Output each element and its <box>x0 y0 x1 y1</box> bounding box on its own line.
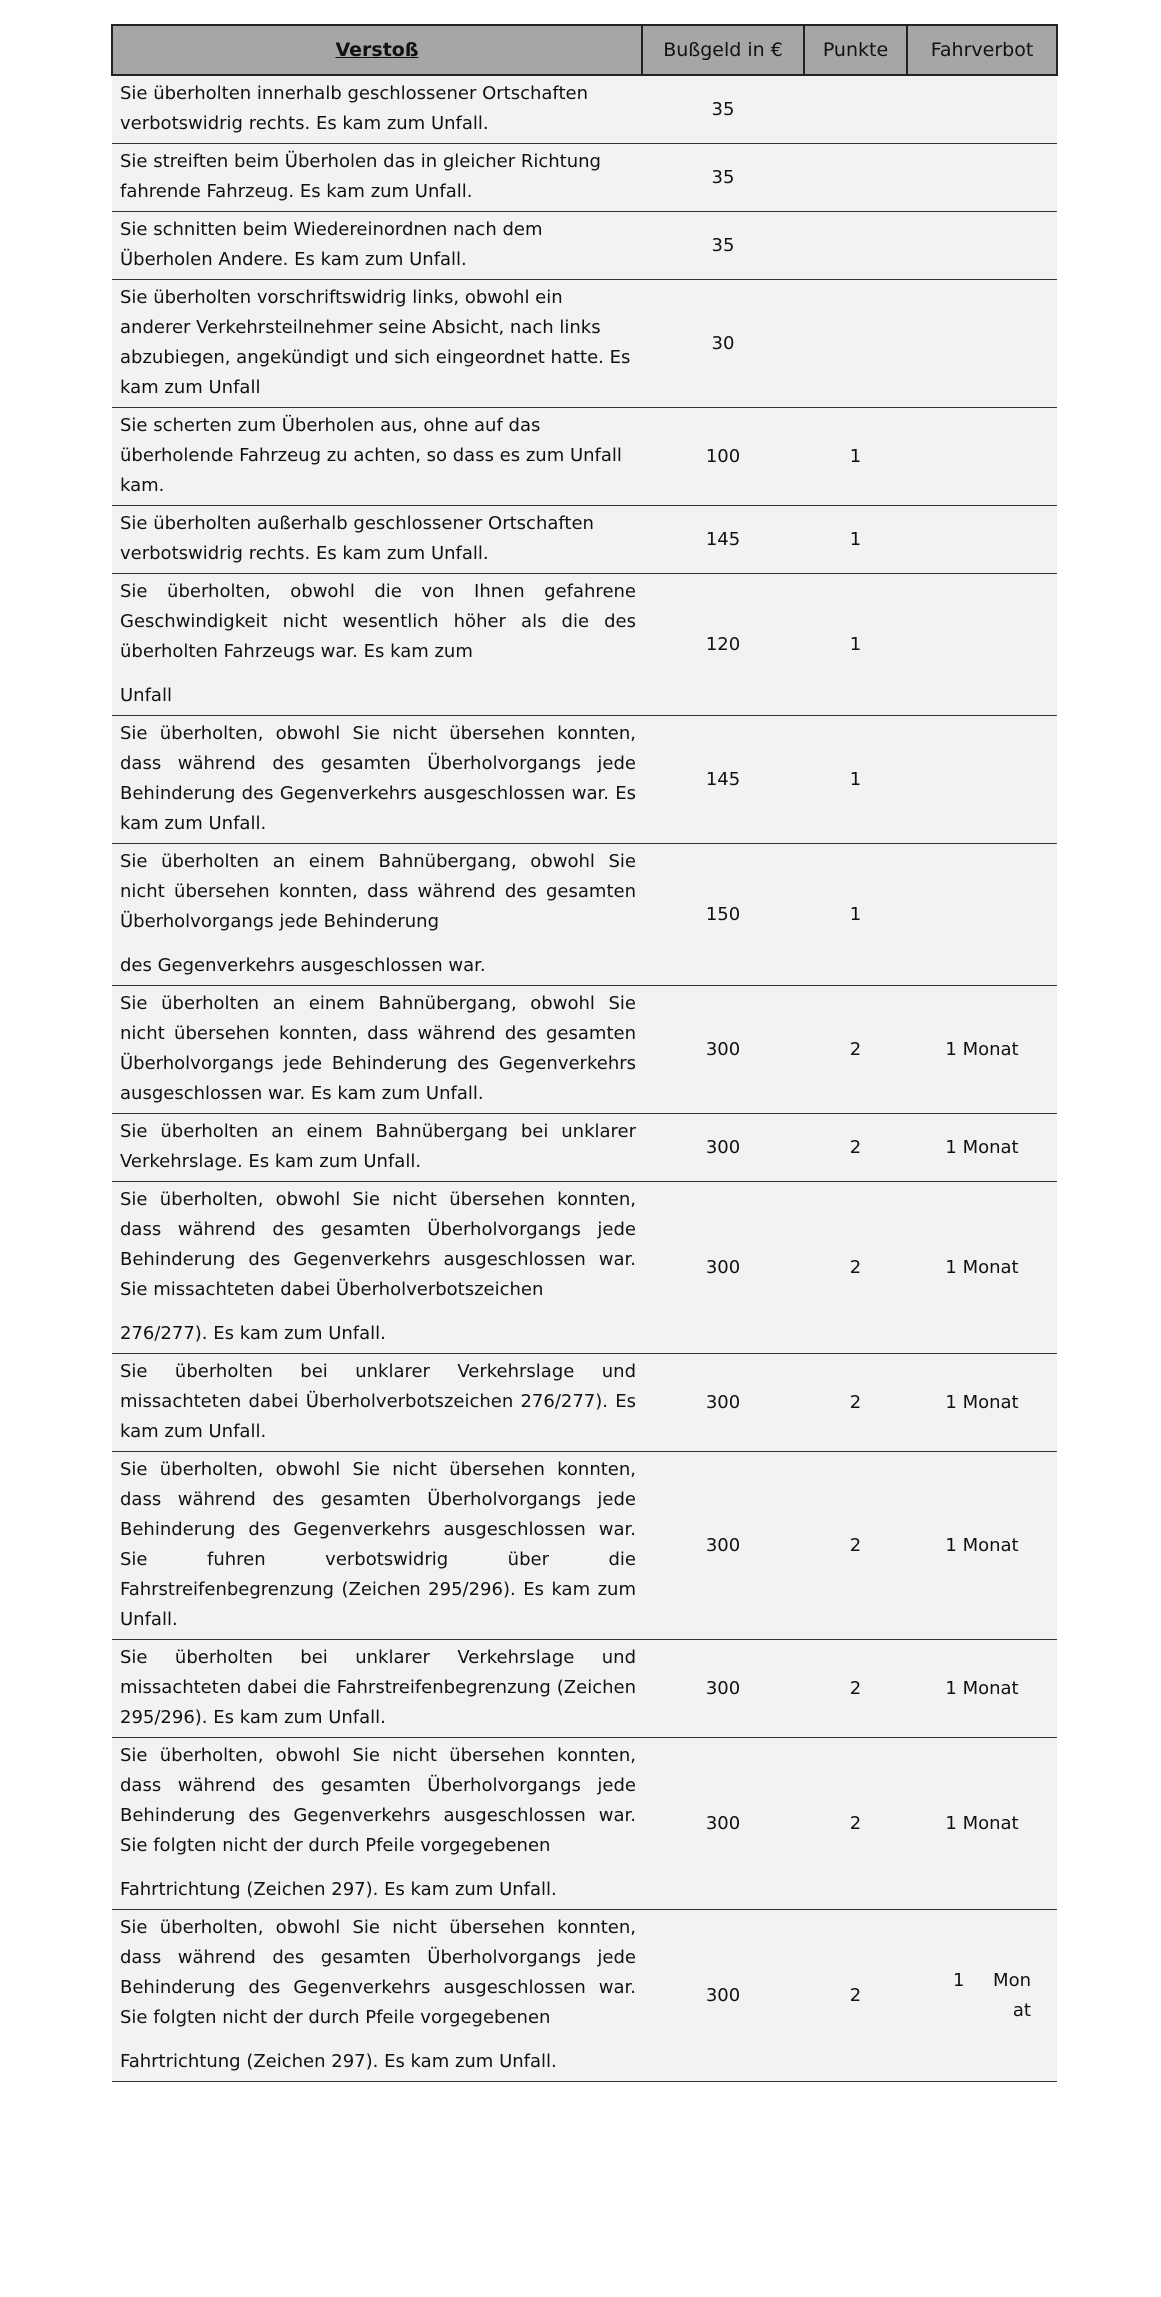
verstoss-cell <box>112 1640 642 1738</box>
fahrverbot-cell: 1 Monat <box>907 1738 1057 1910</box>
verstoss-text: Sie überholten innerhalb geschlossener Ortschaften verbotswidrig rechts. Es kam zum Unfall. <box>120 83 588 134</box>
verstoss-cell <box>112 574 642 716</box>
verstoss-text: Sie überholten bei unklarer Verkehrslage und missachteten dabei die Fahrstreifenbegrenzung (Zeichen 295/296). Es kam zum Unfall. <box>120 1647 636 1728</box>
bussgeld-cell: 30 <box>642 280 804 408</box>
header-verstoss: Verstoß <box>112 25 642 75</box>
table-row <box>112 1114 1057 1182</box>
header-row <box>112 25 1057 75</box>
verstoss-cell <box>112 75 642 144</box>
verstoss-text-continued: Fahrtrichtung (Zeichen 297). Es kam zum Unfall. <box>120 2051 557 2072</box>
verstoss-text: Sie überholten an einem Bahnübergang bei unklarer Verkehrslage. Es kam zum Unfall. <box>120 1121 636 1172</box>
bussgeld-cell: 300 <box>642 986 804 1114</box>
punkte-cell: 1 <box>804 844 907 986</box>
punkte-cell: 2 <box>804 1640 907 1738</box>
bussgeld-table <box>111 24 1058 2082</box>
verstoss-cell <box>112 716 642 844</box>
punkte-cell: 2 <box>804 1910 907 2082</box>
fahrverbot-cell: 1 Monat <box>907 1182 1057 1354</box>
table-row <box>112 506 1057 574</box>
punkte-cell: 2 <box>804 1738 907 1910</box>
table-row <box>112 212 1057 280</box>
verstoss-cell <box>112 1738 642 1910</box>
verstoss-text-continued: des Gegenverkehrs ausgeschlossen war. <box>120 955 486 976</box>
fahrverbot-cell: 1 Monat <box>907 1640 1057 1738</box>
punkte-cell <box>804 144 907 212</box>
punkte-cell: 2 <box>804 1182 907 1354</box>
fahrverbot-cell <box>907 144 1057 212</box>
bussgeld-cell: 35 <box>642 75 804 144</box>
bussgeld-cell: 300 <box>642 1114 804 1182</box>
fahrverbot-cell <box>907 212 1057 280</box>
verstoss-text: Sie überholten an einem Bahnübergang, obwohl Sie nicht übersehen konnten, dass während des gesamten Überholvorgangs jede Behinderung des Gegenverkehrs ausgeschlossen war. Es kam zum Unfall. <box>120 993 636 1104</box>
bussgeld-cell: 100 <box>642 408 804 506</box>
header-fahrverbot: Fahrverbot <box>907 25 1057 75</box>
fahrverbot-cell: 1 Monat <box>907 1452 1057 1640</box>
verstoss-text: Sie überholten, obwohl Sie nicht übersehen konnten, dass während des gesamten Überholvorgangs jede Behinderung des Gegenverkehrs ausgeschlossen war. Es kam zum Unfall. <box>120 723 636 834</box>
verstoss-cell <box>112 986 642 1114</box>
fahrverbot-cell <box>907 574 1057 716</box>
verstoss-text: Sie überholten, obwohl Sie nicht übersehen konnten, dass während des gesamten Überholvorgangs jede Behinderung des Gegenverkehrs ausgeschlossen war. Sie fuhren verbotswidrig über die Fahrstreifenbegrenzung (Zeichen 295/296). Es kam zum Unfall. <box>120 1459 636 1630</box>
punkte-cell: 2 <box>804 1354 907 1452</box>
bussgeld-cell: 300 <box>642 1640 804 1738</box>
bussgeld-cell: 35 <box>642 144 804 212</box>
table-body <box>112 75 1057 2082</box>
verstoss-text: Sie überholten, obwohl Sie nicht übersehen konnten, dass während des gesamten Überholvorgangs jede Behinderung des Gegenverkehrs ausgeschlossen war. Sie folgten nicht der durch Pfeile vorgegebenen <box>120 1745 636 1856</box>
verstoss-cell <box>112 506 642 574</box>
bussgeld-cell: 300 <box>642 1910 804 2082</box>
verstoss-text: Sie überholten, obwohl Sie nicht übersehen konnten, dass während des gesamten Überholvorgangs jede Behinderung des Gegenverkehrs ausgeschlossen war. Sie folgten nicht der durch Pfeile vorgegebenen <box>120 1917 636 2028</box>
verstoss-text: Sie überholten, obwohl die von Ihnen gefahrene Geschwindigkeit nicht wesentlich höher als die des überholten Fahrzeugs war. Es kam zum <box>120 581 636 662</box>
table-row <box>112 1738 1057 1910</box>
punkte-cell <box>804 280 907 408</box>
verstoss-cell <box>112 408 642 506</box>
bussgeld-cell: 145 <box>642 716 804 844</box>
table-row <box>112 1452 1057 1640</box>
punkte-cell <box>804 212 907 280</box>
verstoss-text: Sie überholten bei unklarer Verkehrslage und missachteten dabei Überholverbotszeichen 276/277). Es kam zum Unfall. <box>120 1361 636 1442</box>
verstoss-cell <box>112 844 642 986</box>
verstoss-text-continued: Fahrtrichtung (Zeichen 297). Es kam zum Unfall. <box>120 1879 557 1900</box>
punkte-cell: 2 <box>804 1452 907 1640</box>
table-row <box>112 574 1057 716</box>
fahrverbot-cell <box>907 716 1057 844</box>
verstoss-cell <box>112 280 642 408</box>
bussgeld-cell: 300 <box>642 1354 804 1452</box>
bussgeld-cell: 300 <box>642 1452 804 1640</box>
bussgeld-cell: 145 <box>642 506 804 574</box>
verstoss-text: Sie überholten, obwohl Sie nicht übersehen konnten, dass während des gesamten Überholvorgangs jede Behinderung des Gegenverkehrs ausgeschlossen war. Sie missachteten dabei Überholverbotszeichen <box>120 1189 636 1300</box>
verstoss-text: Sie überholten vorschriftswidrig links, obwohl ein anderer Verkehrsteilnehmer seine Absicht, nach links abzubiegen, angekündigt und sich eingeordnet hatte. Es kam zum Unfall <box>120 287 631 398</box>
fahrverbot-cell: 1 Monat <box>907 1114 1057 1182</box>
punkte-cell: 2 <box>804 1114 907 1182</box>
verstoss-text: Sie schnitten beim Wiedereinordnen nach dem Überholen Andere. Es kam zum Unfall. <box>120 219 543 270</box>
fahrverbot-cell <box>907 506 1057 574</box>
table-row <box>112 986 1057 1114</box>
verstoss-cell <box>112 1182 642 1354</box>
fahrverbot-cell: 1 Monat <box>907 986 1057 1114</box>
fahrverbot-cell <box>907 408 1057 506</box>
bussgeld-cell: 300 <box>642 1738 804 1910</box>
verstoss-cell <box>112 1114 642 1182</box>
fahrverbot-text: 1 Mon at <box>953 1969 1031 2021</box>
table-row <box>112 144 1057 212</box>
punkte-cell <box>804 75 907 144</box>
verstoss-text: Sie scherten zum Überholen aus, ohne auf das überholende Fahrzeug zu achten, so dass es zum Unfall kam. <box>120 415 622 496</box>
verstoss-text-continued: Unfall <box>120 685 172 706</box>
table-row <box>112 1910 1057 2082</box>
bussgeld-cell: 120 <box>642 574 804 716</box>
bussgeld-cell: 150 <box>642 844 804 986</box>
table-row <box>112 844 1057 986</box>
fahrverbot-cell <box>907 844 1057 986</box>
table-row <box>112 1640 1057 1738</box>
verstoss-cell <box>112 1910 642 2082</box>
header-punkte: Punkte <box>804 25 907 75</box>
table-row <box>112 1354 1057 1452</box>
verstoss-text: Sie überholten an einem Bahnübergang, obwohl Sie nicht übersehen konnten, dass während des gesamten Überholvorgangs jede Behinderung <box>120 851 636 932</box>
table-row <box>112 75 1057 144</box>
punkte-cell: 1 <box>804 408 907 506</box>
table-header <box>112 25 1057 75</box>
fahrverbot-cell <box>907 75 1057 144</box>
verstoss-cell <box>112 212 642 280</box>
fahrverbot-cell: 1 Monat <box>907 1354 1057 1452</box>
bussgeld-cell: 300 <box>642 1182 804 1354</box>
header-bussgeld: Bußgeld in € <box>642 25 804 75</box>
verstoss-text: Sie überholten außerhalb geschlossener Ortschaften verbotswidrig rechts. Es kam zum Unfall. <box>120 513 594 564</box>
verstoss-cell <box>112 1354 642 1452</box>
table-row <box>112 1182 1057 1354</box>
punkte-cell: 1 <box>804 574 907 716</box>
verstoss-cell <box>112 144 642 212</box>
verstoss-text: Sie streiften beim Überholen das in gleicher Richtung fahrende Fahrzeug. Es kam zum Unfall. <box>120 151 601 202</box>
verstoss-text-continued: 276/277). Es kam zum Unfall. <box>120 1323 386 1344</box>
verstoss-cell <box>112 1452 642 1640</box>
fahrverbot-cell <box>907 280 1057 408</box>
punkte-cell: 1 <box>804 716 907 844</box>
table-row <box>112 408 1057 506</box>
punkte-cell: 2 <box>804 986 907 1114</box>
bussgeld-cell: 35 <box>642 212 804 280</box>
table-row <box>112 280 1057 408</box>
fahrverbot-cell <box>907 1910 1057 2082</box>
table-row <box>112 716 1057 844</box>
punkte-cell: 1 <box>804 506 907 574</box>
